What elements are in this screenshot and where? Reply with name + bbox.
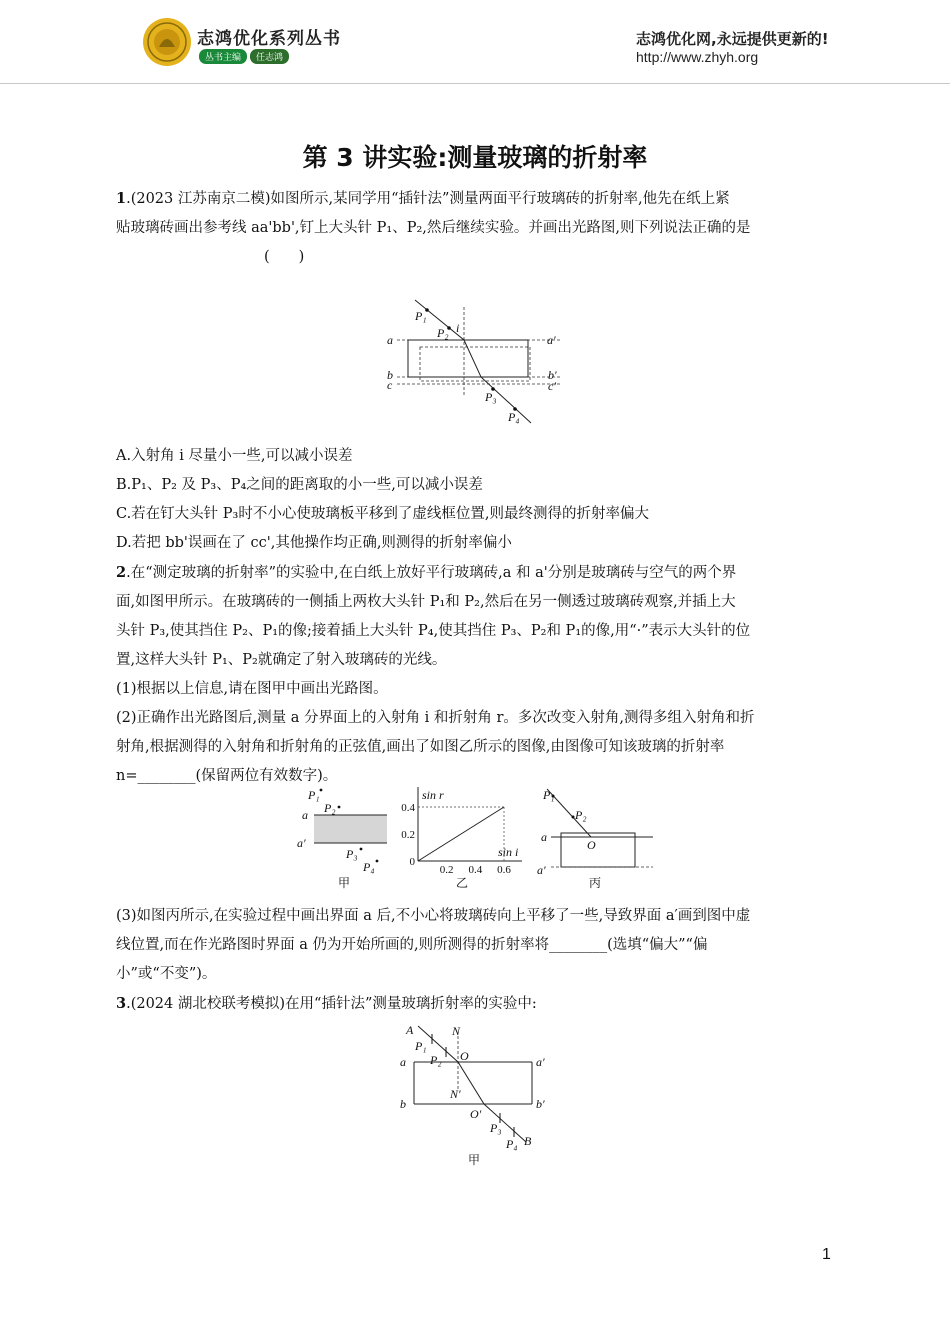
header-url[interactable]: http://www.zhyh.org bbox=[636, 49, 759, 65]
label-p3: P₃ bbox=[346, 847, 358, 861]
pin-p1 bbox=[320, 789, 323, 792]
y-axis-label: sin r bbox=[422, 788, 444, 802]
page-number: 1 bbox=[822, 1246, 831, 1263]
label-N: N bbox=[452, 1024, 461, 1038]
option-b[interactable]: B.P₁、P₂ 及 P₃、P₄之间的距离取的小一些,可以减小误差 bbox=[116, 477, 483, 493]
q3-figure bbox=[394, 1014, 559, 1176]
label-N-prime: N′ bbox=[450, 1087, 461, 1101]
option-a[interactable]: A.入射角 i 尽量小一些,可以减小误差 bbox=[116, 448, 353, 464]
label-b: b bbox=[387, 368, 393, 382]
question-number: 2 bbox=[116, 564, 127, 581]
q2-part-1: (1)根据以上信息,请在图甲中画出光路图。 bbox=[116, 681, 388, 697]
label-a-prime: a′ bbox=[536, 1055, 545, 1069]
label-a: a bbox=[302, 808, 308, 822]
label-O-prime: O′ bbox=[470, 1107, 482, 1121]
page-title: 第 3 讲实验:测量玻璃的折射率 bbox=[302, 143, 648, 172]
label-A: A bbox=[406, 1023, 414, 1037]
answer-bracket[interactable]: ( ) bbox=[264, 249, 305, 265]
light-ray bbox=[418, 1026, 526, 1142]
q1-figure bbox=[385, 295, 570, 431]
glass-block bbox=[408, 340, 528, 377]
label-p3: P₃ bbox=[490, 1121, 502, 1135]
label-p3: P₃ bbox=[485, 390, 497, 404]
label-p2: P₂ bbox=[324, 801, 336, 815]
question-number: 1 bbox=[116, 190, 127, 207]
figure-jia bbox=[296, 785, 400, 897]
label-B: B bbox=[524, 1134, 532, 1148]
q1-line: 贴玻璃砖画出参考线 aa'bb',钉上大头针 P₁、P₂,然后继续实验。并画出光路图,则下列说法正确的是 bbox=[116, 220, 751, 236]
pin-p3 bbox=[360, 848, 363, 851]
y-tick-label: 0.2 bbox=[401, 829, 415, 841]
label-b-prime: b′ bbox=[536, 1097, 545, 1111]
brand-tag-name: 任志鸿 bbox=[250, 49, 289, 64]
q2-answer-blank-line[interactable]: 线位置,而在作光路图时界面 a 仍为开始所画的,则所测得的折射率将________(选填“偏大”“偏 bbox=[116, 937, 708, 953]
label-p2: P₂ bbox=[430, 1053, 442, 1067]
question-1-text bbox=[116, 184, 836, 272]
label-O: O bbox=[460, 1049, 469, 1063]
label-o: O bbox=[587, 838, 596, 852]
label-a: a bbox=[400, 1055, 406, 1069]
q2-line: .在“测定玻璃的折射率”的实验中,在白纸上放好平行玻璃砖,a 和 a'分别是玻璃砖与空气的两个界 bbox=[126, 565, 737, 581]
figure-yi-chart bbox=[396, 785, 524, 897]
label-b-prime: b′ bbox=[548, 368, 557, 382]
label-p4: P₄ bbox=[506, 1137, 518, 1151]
caption-bing: 丙 bbox=[589, 876, 602, 890]
q1-options bbox=[116, 442, 836, 558]
pin-p2 bbox=[338, 806, 341, 809]
question-number: 3 bbox=[116, 995, 127, 1012]
label-a-prime: a′ bbox=[547, 333, 556, 347]
label-p4: P₄ bbox=[508, 410, 520, 424]
label-a: a bbox=[387, 333, 393, 347]
label-a-prime: a′ bbox=[297, 836, 306, 850]
header-slogan: 志鸿优化网,永远提供更新的! bbox=[636, 30, 829, 48]
q2-part-3 bbox=[116, 902, 836, 989]
label-p1: P₁ bbox=[415, 309, 427, 323]
label-c: c bbox=[387, 378, 393, 392]
light-ray bbox=[415, 300, 531, 423]
logo-seal-icon bbox=[142, 17, 192, 67]
label-p1: P₁ bbox=[415, 1039, 427, 1053]
label-p1: P₁ bbox=[308, 788, 320, 802]
q2-line: 头针 P₃,使其挡住 P₂、P₁的像;接着插上大头针 P₄,使其挡住 P₃、P₂和 P₁的像,用“·”表示大头针的位 bbox=[116, 623, 751, 639]
glass-block-shaded bbox=[314, 815, 387, 843]
q3-line: .(2024 湖北校联考模拟)在用“插针法”测量玻璃折射率的实验中: bbox=[126, 996, 537, 1012]
label-b: b bbox=[400, 1097, 406, 1111]
caption-yi: 乙 bbox=[456, 876, 469, 890]
glass-block bbox=[561, 833, 635, 867]
label-p2: P₂ bbox=[575, 808, 587, 822]
label-a-prime: a′ bbox=[537, 863, 546, 877]
page-header bbox=[0, 0, 950, 100]
y-tick-label: 0.4 bbox=[401, 802, 415, 814]
caption-jia: 甲 bbox=[338, 876, 351, 890]
pin-p4 bbox=[376, 860, 379, 863]
q2-line: 小”或“不变”)。 bbox=[116, 966, 217, 982]
label-p1: P₁ bbox=[543, 788, 555, 802]
option-c[interactable]: C.若在钉大头针 P₃时不小心使玻璃板平移到了虚线框位置,则最终测得的折射率偏大 bbox=[116, 506, 649, 522]
label-c-prime: c′ bbox=[548, 379, 556, 393]
series-line bbox=[418, 807, 504, 861]
figure-bing bbox=[533, 785, 657, 897]
label-p4: P₄ bbox=[363, 860, 375, 874]
label-p2: P₂ bbox=[437, 326, 449, 340]
x-tick-label: 0.2 bbox=[439, 864, 454, 876]
label-i: i bbox=[456, 321, 460, 335]
header-divider bbox=[0, 83, 950, 84]
x-axis-label: sin i bbox=[498, 845, 519, 859]
brand-title: 志鸿优化系列丛书 bbox=[197, 29, 341, 49]
brand-tags bbox=[199, 49, 289, 64]
q2-part-2: (2)正确作出光路图后,测量 a 分界面上的入射角 i 和折射角 r。多次改变入射角,测得多组入射角和折 bbox=[116, 710, 755, 726]
q2-line: 面,如图甲所示。在玻璃砖的一侧插上两枚大头针 P₁和 P₂,然后在另一侧透过玻璃砖观察,并插上大 bbox=[116, 594, 736, 610]
y-tick-label: 0 bbox=[409, 856, 415, 868]
q2-line: (3)如图丙所示,在实验过程中画出界面 a 后,不小心将玻璃砖向上平移了一些,导致界面 a′画到图中虚 bbox=[116, 908, 751, 924]
label-a: a bbox=[541, 830, 547, 844]
q2-line: 射角,根据测得的入射角和折射角的正弦值,画出了如图乙所示的图像,由图像可知该玻璃的折射率 bbox=[116, 739, 725, 755]
x-tick-label: 0.6 bbox=[497, 864, 511, 876]
question-2-text bbox=[116, 558, 836, 791]
brand-tag-editor: 丛书主编 bbox=[199, 49, 247, 64]
q1-line: .(2023 江苏南京二模)如图所示,某同学用“插针法”测量两面平行玻璃砖的折射率,他先在纸上紧 bbox=[126, 191, 730, 207]
caption-jia-q3: 甲 bbox=[468, 1153, 481, 1167]
x-tick-label: 0.4 bbox=[468, 864, 483, 876]
q2-answer-blank-line[interactable]: n=________(保留两位有效数字)。 bbox=[116, 768, 338, 784]
option-d[interactable]: D.若把 bb'误画在了 cc',其他操作均正确,则测得的折射率偏小 bbox=[116, 535, 512, 551]
q2-line: 置,这样大头针 P₁、P₂就确定了射入玻璃砖的光线。 bbox=[116, 652, 447, 668]
